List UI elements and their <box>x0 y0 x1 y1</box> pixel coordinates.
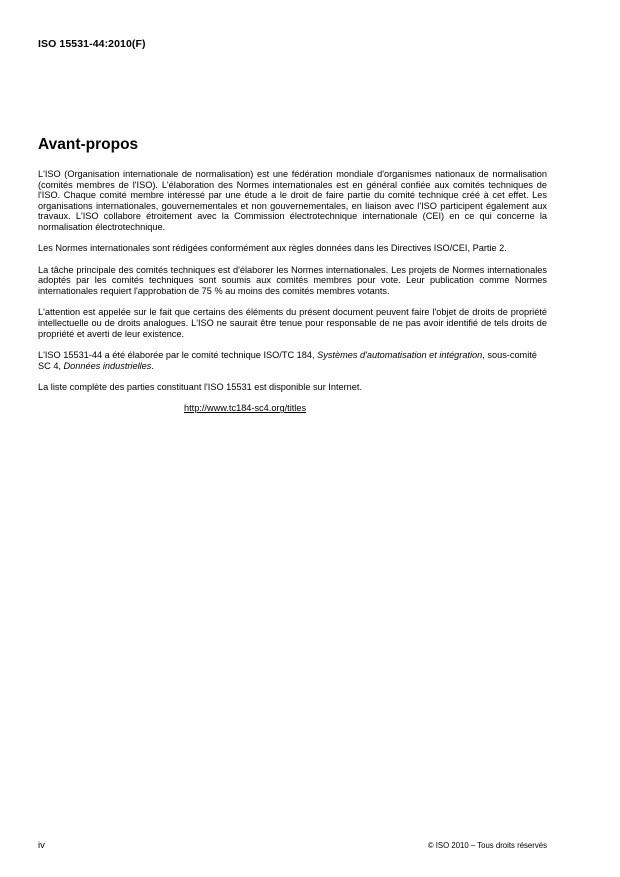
paragraph-patent-rights: L'attention est appelée sur le fait que certains des éléments du présent document peuvent faire l'objet de droits de propriété intellectuelle ou de droits analogues. L'ISO ne saurait être tenue pour responsable de ne pas avoir identifié de tels droits de propriété et averti de leur existence. <box>38 307 547 339</box>
prepared-by-lead: L'ISO 15531-44 a été élaborée par le comité technique ISO/TC 184, <box>38 349 318 360</box>
prepared-by-mid: , sous-comité SC 4, <box>38 349 537 371</box>
copyright-notice: © ISO 2010 – Tous droits réservés <box>427 841 547 850</box>
foreword-body <box>38 169 547 425</box>
page-number: iv <box>38 840 45 851</box>
titles-link[interactable]: http://www.tc184-sc4.org/titles <box>184 403 307 414</box>
section-title: Avant-propos <box>38 136 139 153</box>
paragraph-prepared-by <box>38 350 547 371</box>
document-id: ISO 15531-44:2010(F) <box>38 38 146 50</box>
subcommittee-title: Données industrielles <box>63 360 152 371</box>
paragraph-directives: Les Normes internationales sont rédigées conformément aux règles données dans les Directives ISO/CEI, Partie 2. <box>38 243 507 254</box>
url-line <box>38 403 547 414</box>
committee-title: Systèmes d'automatisation et intégration <box>317 349 483 360</box>
paragraph-technical-committees: La tâche principale des comités techniques est d'élaborer les Normes internationales. Les projets de Normes internationales adoptés par les comités techniques sont soumis aux comités membres pour vote. Leur publication comme Normes internationales requiert l'approbation de 75 % au moins des comités membres votants. <box>38 264 547 296</box>
paragraph-organisation: L'ISO (Organisation internationale de normalisation) est une fédération mondiale d'organismes nationaux de normalisation (comités membres de l'ISO). L'élaboration des Normes internationales est en général confiée aux comités techniques de l'ISO. Chaque comité membre intéressé par une étude a le droit de faire partie du comité technique créé à cet effet. Les organisations internationales, gouvernementales et non gouvernementales, en liaison avec l'ISO participent également aux travaux. L'ISO collabore étroitement avec la Commission électrotechnique internationale (CEI) en ce qui concerne la normalisation électrotechnique. <box>38 169 547 232</box>
paragraph-parts-list: La liste complète des parties constituant l'ISO 15531 est disponible sur Internet. <box>38 381 363 392</box>
prepared-by-end: . <box>151 360 154 371</box>
